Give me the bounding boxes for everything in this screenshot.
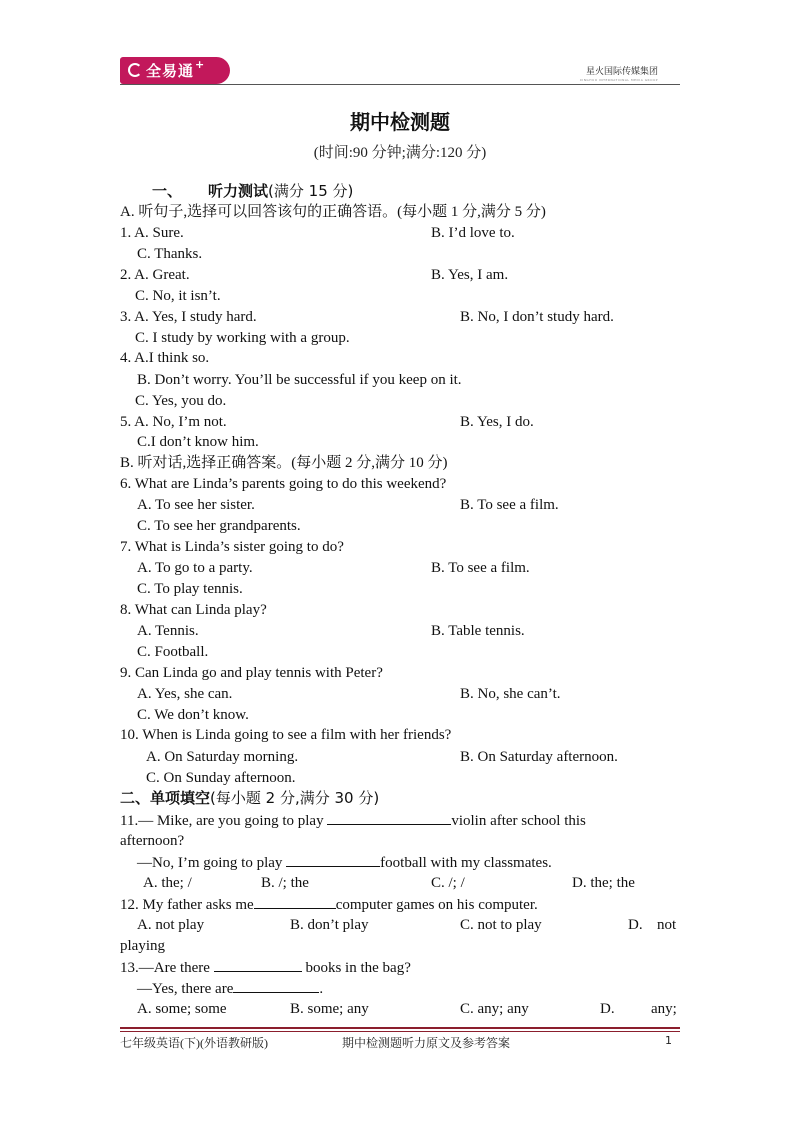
section-1-heading bbox=[152, 181, 353, 201]
logo-swirl-icon bbox=[128, 63, 142, 77]
q12-option-c: C. not to play bbox=[460, 917, 542, 933]
q12-option-a: A. not play bbox=[137, 917, 205, 933]
q11-reply bbox=[137, 852, 552, 873]
q10-stem: 10. When is Linda going to see a film with her friends? bbox=[120, 727, 452, 743]
page-number: 1 bbox=[665, 1034, 672, 1047]
q13-reply-end: . bbox=[319, 981, 324, 997]
q12-stem-start: 12. My father asks me bbox=[120, 897, 254, 913]
q12-stem bbox=[120, 894, 538, 915]
q8-option-c: C. Football. bbox=[137, 644, 209, 660]
q10-option-a: A. On Saturday morning. bbox=[146, 749, 299, 765]
q12-option-d-label: D. bbox=[628, 917, 643, 933]
q6-option-a: A. To see her sister. bbox=[137, 497, 255, 513]
q3-option-c: C. I study by working with a group. bbox=[135, 330, 350, 346]
q13-reply bbox=[137, 978, 323, 999]
q13-stem-end: books in the bag? bbox=[305, 960, 411, 976]
q2-option-b: B. Yes, I am. bbox=[431, 267, 509, 283]
q10-option-b: B. On Saturday afternoon. bbox=[460, 749, 618, 765]
q1-option-b: B. I’d love to. bbox=[431, 225, 515, 241]
q11-stem bbox=[120, 810, 586, 831]
q13-option-c: C. any; any bbox=[460, 1001, 529, 1017]
q11-stem-continued: afternoon? bbox=[120, 833, 185, 849]
header-divider bbox=[120, 84, 680, 85]
q13-option-d-text: any; bbox=[651, 1001, 677, 1017]
part-a-instruction: A. 听句子,选择可以回答该句的正确答语。(每小题 1 分,满分 5 分) bbox=[120, 204, 546, 220]
q13-option-a: A. some; some bbox=[137, 1001, 227, 1017]
section-2-note: (每小题 2 分,满分 30 分) bbox=[210, 789, 380, 807]
q11-stem-end: violin after school this bbox=[451, 813, 586, 829]
logo-text: 全易通 bbox=[146, 62, 195, 80]
q11-option-b: B. /; the bbox=[261, 875, 309, 891]
q7-stem: 7. What is Linda’s sister going to do? bbox=[120, 539, 344, 555]
q11-option-a: A. the; / bbox=[143, 875, 192, 891]
q11-blank-2 bbox=[286, 852, 380, 867]
page-title: 期中检测题 bbox=[350, 110, 450, 134]
q11-reply-end: football with my classmates. bbox=[380, 855, 552, 871]
logo-plus: + bbox=[195, 58, 206, 71]
q5-option-a: 5. A. No, I’m not. bbox=[120, 414, 227, 430]
q8-option-b: B. Table tennis. bbox=[431, 623, 525, 639]
publisher-name: 星火国际传媒集团 bbox=[585, 67, 658, 77]
q9-stem: 9. Can Linda go and play tennis with Peter? bbox=[120, 665, 383, 681]
q12-option-b: B. don’t play bbox=[290, 917, 369, 933]
q1-option-c: C. Thanks. bbox=[137, 246, 203, 262]
q3-option-a: 3. A. Yes, I study hard. bbox=[120, 309, 257, 325]
part-b-instruction: B. 听对话,选择正确答案。(每小题 2 分,满分 10 分) bbox=[120, 455, 448, 471]
section-1-number: 一、 bbox=[152, 182, 183, 200]
q11-blank-1 bbox=[327, 810, 451, 825]
q12-stem-end: computer games on his computer. bbox=[335, 897, 538, 913]
q5-option-c: C.I don’t know him. bbox=[137, 434, 259, 450]
q4-option-c: C. Yes, you do. bbox=[135, 393, 227, 409]
q11-option-d: D. the; the bbox=[572, 875, 635, 891]
q11-option-c: C. /; / bbox=[431, 875, 465, 891]
q9-option-b: B. No, she can’t. bbox=[460, 686, 561, 702]
q13-stem-start: 13.—Are there bbox=[120, 960, 210, 976]
q6-option-c: C. To see her grandparents. bbox=[137, 518, 301, 534]
q4-option-b: B. Don’t worry. You’ll be successful if you keep on it. bbox=[137, 372, 462, 388]
section-2-name: 二、单项填空 bbox=[120, 789, 211, 807]
footer-book-title: 七年级英语(下)(外语教研版) bbox=[120, 1036, 268, 1050]
q5-option-b: B. Yes, I do. bbox=[460, 414, 534, 430]
q2-option-c: C. No, it isn’t. bbox=[135, 288, 221, 304]
q3-option-b: B. No, I don’t study hard. bbox=[460, 309, 614, 325]
q13-option-d-label: D. bbox=[600, 1001, 615, 1017]
q11-reply-start: —No, I’m going to play bbox=[137, 855, 283, 871]
q13-reply-start: —Yes, there are bbox=[137, 981, 234, 997]
publisher-subname: XINGHUO INTERNATIONAL MEDIA GROUP bbox=[579, 78, 658, 82]
q7-option-b: B. To see a film. bbox=[431, 560, 530, 576]
q9-option-a: A. Yes, she can. bbox=[137, 686, 233, 702]
q11-stem-start: 11.— Mike, are you going to play bbox=[120, 813, 324, 829]
q4-option-a: 4. A.I think so. bbox=[120, 350, 210, 366]
q7-option-c: C. To play tennis. bbox=[137, 581, 243, 597]
q13-stem bbox=[120, 957, 411, 978]
q8-stem: 8. What can Linda play? bbox=[120, 602, 267, 618]
footer-divider-thick bbox=[120, 1027, 680, 1029]
q8-option-a: A. Tennis. bbox=[137, 623, 199, 639]
q12-option-d-text: not bbox=[657, 917, 677, 933]
q9-option-c: C. We don’t know. bbox=[137, 707, 249, 723]
q6-stem: 6. What are Linda’s parents going to do this weekend? bbox=[120, 476, 447, 492]
footer-doc-title: 期中检测题听力原文及参考答案 bbox=[342, 1036, 511, 1050]
q10-option-c: C. On Sunday afternoon. bbox=[146, 770, 296, 786]
q1-option-a: 1. A. Sure. bbox=[120, 225, 184, 241]
section-1-name: 听力测试 bbox=[208, 182, 269, 200]
brand-logo bbox=[120, 57, 230, 84]
q12-blank bbox=[254, 894, 336, 909]
footer-divider-thin bbox=[120, 1031, 680, 1032]
q6-option-b: B. To see a film. bbox=[460, 497, 559, 513]
q13-option-b: B. some; any bbox=[290, 1001, 369, 1017]
exam-info: (时间:90 分钟;满分:120 分) bbox=[313, 145, 487, 161]
q13-blank-1 bbox=[214, 957, 302, 972]
q13-blank-2 bbox=[233, 978, 319, 993]
q12-option-d-continued: playing bbox=[120, 938, 165, 954]
q2-option-a: 2. A. Great. bbox=[120, 267, 190, 283]
publisher-brand bbox=[580, 64, 658, 82]
q7-option-a: A. To go to a party. bbox=[137, 560, 253, 576]
section-2-heading bbox=[120, 788, 379, 808]
section-1-note: (满分 15 分) bbox=[268, 182, 354, 200]
